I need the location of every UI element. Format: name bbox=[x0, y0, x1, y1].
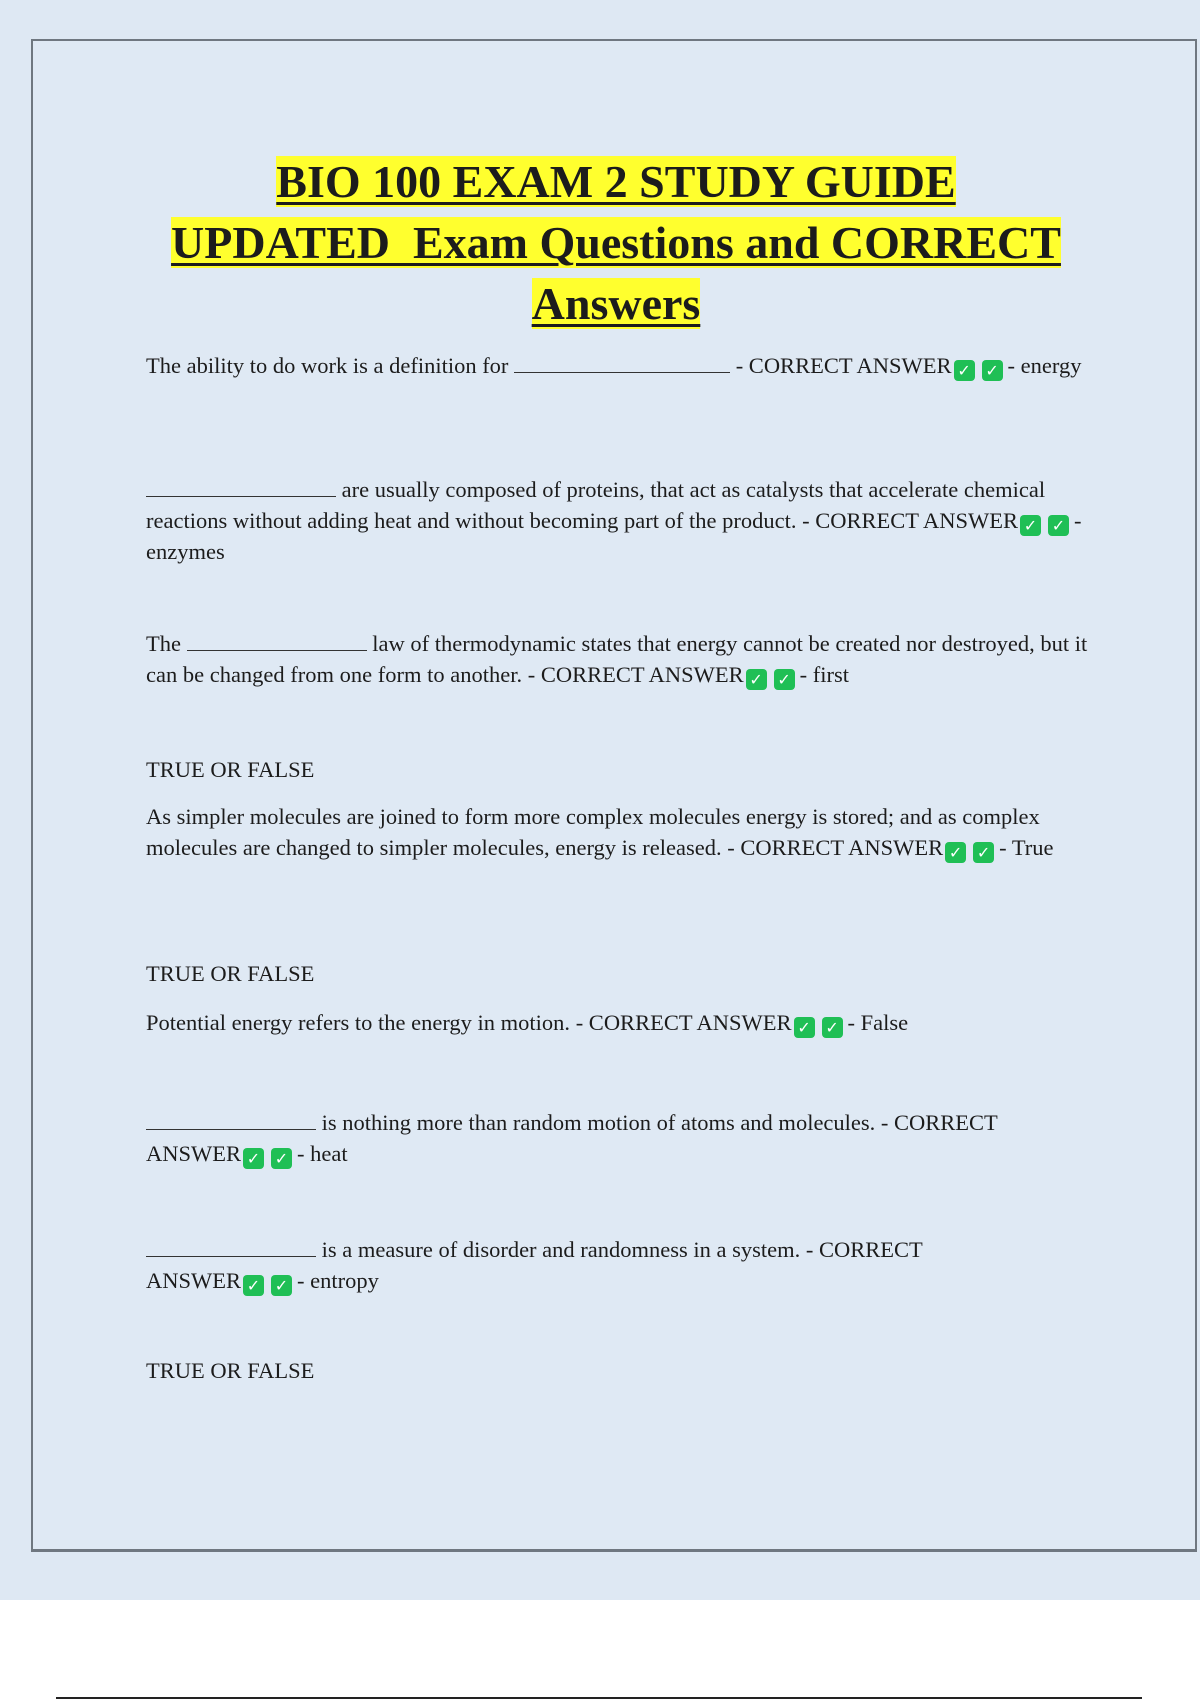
answer-prefix: - CORRECT ANSWER bbox=[575, 1010, 792, 1035]
answer-text: True bbox=[1011, 835, 1054, 860]
check-icon: ✓ bbox=[945, 842, 966, 863]
check-icon: ✓ bbox=[794, 1017, 815, 1038]
check-icon: ✓ bbox=[243, 1275, 264, 1296]
check-icon: ✓ bbox=[973, 842, 994, 863]
answer-prefix: - CORRECT bbox=[805, 1237, 923, 1262]
question-text: is a measure of disorder and randomness in a system. bbox=[321, 1237, 801, 1262]
question-entropy: is a measure of disorder and randomness in a system. - CORRECT ANSWER ✓ ✓ - entropy bbox=[146, 1237, 923, 1295]
check-icon: ✓ bbox=[271, 1148, 292, 1169]
answer-prefix: - CORRECT ANSWER bbox=[527, 662, 744, 687]
question-energy-stored: As simpler molecules are joined to form more complex molecules energy is stored; and as complex molecules are changed to simpler molecules, energy is released. - CORRECT ANSWER ✓ ✓ - True bbox=[146, 804, 1054, 862]
answer-blank bbox=[146, 495, 336, 497]
answer-prefix: - CORRECT ANSWER bbox=[735, 353, 952, 378]
question-heat: is nothing more than random motion of atoms and molecules. - CORRECT ANSWER ✓ ✓ - heat bbox=[146, 1110, 998, 1168]
check-icon: ✓ bbox=[822, 1017, 843, 1038]
answer-blank bbox=[146, 1255, 316, 1257]
question-enzymes: are usually composed of proteins, that act as catalysts that accelerate chemical reactions without adding heat and without becoming part of the product. - CORRECT ANSWER ✓ ✓ - enzymes bbox=[146, 477, 1082, 564]
question-text: The ability to do work is a definition for bbox=[146, 353, 509, 378]
document-page bbox=[31, 39, 1197, 1552]
check-icon: ✓ bbox=[774, 669, 795, 690]
check-icon: ✓ bbox=[243, 1148, 264, 1169]
answer-prefix: - CORRECT ANSWER bbox=[802, 508, 1018, 533]
question-text: are usually composed of proteins, that act as catalysts that accelerate chemical reactions without adding heat and without becoming part of the product. bbox=[146, 477, 1046, 533]
question-text: The bbox=[146, 631, 181, 656]
answer-blank bbox=[146, 1128, 316, 1130]
answer-text: energy bbox=[1020, 353, 1082, 378]
check-icon: ✓ bbox=[1048, 515, 1069, 536]
check-icon: ✓ bbox=[982, 360, 1003, 381]
title-line-3: Answers bbox=[531, 278, 701, 329]
question-potential-energy: Potential energy refers to the energy in motion. - CORRECT ANSWER ✓ ✓ - False bbox=[146, 1010, 909, 1037]
answer-prefix: ANSWER bbox=[146, 1141, 241, 1166]
document-title bbox=[33, 151, 1199, 334]
answer-text: heat bbox=[310, 1141, 348, 1166]
question-text: law of thermodynamic states that energy cannot be created nor destroyed, but it can be changed from one form to another. bbox=[146, 631, 1088, 687]
answer-prefix: - CORRECT ANSWER bbox=[727, 835, 944, 860]
answer-blank bbox=[187, 649, 367, 651]
question-text: As simpler molecules are joined to form more complex molecules energy is stored; and as complex molecules are changed to simpler molecules, energy is released. bbox=[146, 804, 1040, 860]
answer-prefix: ANSWER bbox=[146, 1268, 241, 1293]
check-icon: ✓ bbox=[1020, 515, 1041, 536]
question-first-law: The law of thermodynamic states that energy cannot be created nor destroyed, but it can be changed from one form to another. - CORRECT ANSWER ✓ ✓ - first bbox=[146, 631, 1088, 689]
question-energy: The ability to do work is a definition for - CORRECT ANSWER ✓ ✓ - energy bbox=[146, 353, 1082, 380]
check-icon: ✓ bbox=[271, 1275, 292, 1296]
answer-prefix: - CORRECT bbox=[880, 1110, 998, 1135]
check-icon: ✓ bbox=[746, 669, 767, 690]
footer-divider bbox=[56, 1697, 1142, 1699]
title-line-1: BIO 100 EXAM 2 STUDY GUIDE bbox=[276, 156, 956, 207]
question-text: is nothing more than random motion of atoms and molecules. bbox=[321, 1110, 876, 1135]
question-text: Potential energy refers to the energy in motion. bbox=[146, 1010, 571, 1035]
check-icon: ✓ bbox=[954, 360, 975, 381]
true-or-false-label: TRUE OR FALSE bbox=[146, 1358, 315, 1383]
answer-blank bbox=[514, 371, 730, 373]
title-line-2: UPDATED Exam Questions and CORRECT bbox=[171, 217, 1061, 268]
answer-text: False bbox=[860, 1010, 909, 1035]
answer-text: enzymes bbox=[146, 539, 225, 564]
true-or-false-label: TRUE OR FALSE bbox=[146, 961, 315, 986]
answer-text: entropy bbox=[310, 1268, 379, 1293]
true-or-false-label: TRUE OR FALSE bbox=[146, 757, 315, 782]
answer-text: first bbox=[812, 662, 849, 687]
